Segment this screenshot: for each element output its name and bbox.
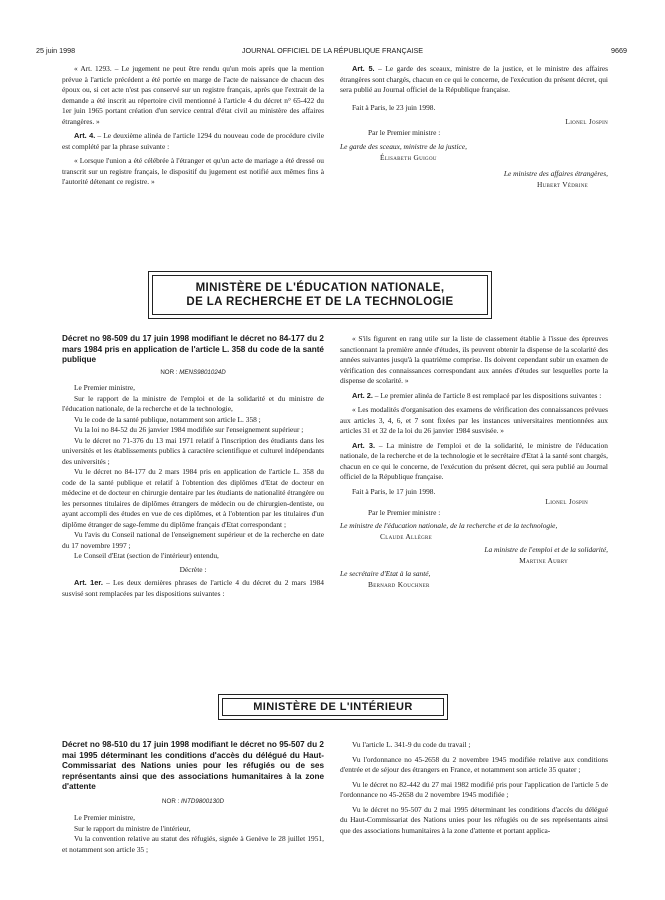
ministry-education-box (152, 275, 488, 315)
header-date: 25 juin 1998 (36, 46, 76, 55)
article-2-text: – Le premier alinéa de l'article 8 est remplacé par les dispositions suivantes : (372, 390, 602, 400)
signer-emploi: Martine Aubry (519, 555, 568, 565)
role-emploi: La ministre de l'emploi et de la solidarité, (484, 545, 608, 554)
article-5-text: – Le garde des sceaux, ministre de la justice, et le ministre des affaires étrangères sont chargés, chacun en ce qui le concerne, de l'exécution du présent décret, qui sera publié au Journal officiel de la République française. (340, 64, 608, 94)
decree-2-visa-code-travail: Vu l'article L. 341-9 du code du travail ; (352, 740, 471, 749)
visa-decret-71-376: Vu le décret no 71-376 du 13 mai 1971 relatif à l'inscription des étudiants dans les universités et les établissements publics à caractère scientifique et culturel indépendants des universités ; (62, 435, 324, 466)
article-2-paragraph (340, 391, 608, 402)
decree-2-visa-convention: Vu la convention relative au statut des réfugiés, signée à Genève le 28 juillet 1951, et notamment son article 35 ; (62, 834, 324, 854)
visa-avis-conseil: Vu l'avis du Conseil national de l'enseignement supérieur et de la recherche en date du 17 novembre 1997 ; (62, 530, 324, 550)
article-4-quote: « Lorsque l'union a été célébrée à l'étranger et qu'un acte de mariage a été dressé ou transcrit sur un registre français, le dispositif du jugement est notifié aux mêmes fins à l'autorité détenant ce registre. » (62, 156, 324, 186)
role-foreign-affairs: Le ministre des affaires étrangères, (503, 169, 608, 178)
decree-1-signer-pm: Lionel Jospin (545, 497, 588, 506)
article-5-paragraph (340, 64, 608, 96)
ministry-education-line1: MINISTÈRE DE L'ÉDUCATION NATIONALE, (195, 282, 445, 294)
decree-98-510-right (340, 740, 608, 836)
visa-decret-84-177: Vu le décret no 84-177 du 2 mars 1984 pris en application de l'article L. 358 du code de la santé publique et relatif à l'obtention des diplômes d'Etat de docteur en médecine et de docteur en chirurgie dentaire par les étudiants de nationalité étrangère ou les personnes titulaires de diplômes étrangers de médecin ou de chirurgien-dentiste, ou ayant accompli des études en vue de ces diplômes, et à l'obtention par les titulaires d'un diplôme étranger de sage-femme du diplôme français d'Etat correspondant ; (62, 467, 324, 529)
decree-98-510-left (62, 740, 324, 855)
nor-code: MENS9801024D (179, 368, 226, 376)
header-page-number: 9669 (611, 46, 627, 55)
ministry-interior-box (222, 698, 444, 716)
article-4-paragraph (62, 131, 324, 152)
top-right-column (340, 64, 608, 190)
article-4-text: – Le deuxième alinéa de l'article 1294 du nouveau code de procédure civile est complété par la phrase suivante : (62, 131, 324, 151)
article-2-quote: « Les modalités d'organisation des examens de vérification des connaissances prévues aux articles 3, 4, 6, et 7 sont fixées par les instances universitaires mentionnées aux articles 31 et 32 de la loi du 26 janvier 1984 susvisée. » (340, 405, 608, 435)
article-4-label: Art. 4. (74, 131, 96, 140)
pm-intro: Le Premier ministre, (74, 383, 135, 392)
article-2-label: Art. 2. (352, 390, 373, 400)
decree-98-510-title: Décret no 98-510 du 17 juin 1998 modifiant le décret no 95-507 du 2 mai 1995 déterminant les conditions d'accès du délégué du Haut-Commissariat des Nations unies pour les réfugiés ou de ses représentants ainsi que des associations humanitaires à la zone d'attente (62, 740, 324, 791)
decree-98-510-nor (62, 797, 324, 808)
signer-justice: Élisabeth Guigou (380, 152, 437, 162)
decree-98-509-left (62, 334, 324, 599)
decree-2-visa-ordonnance: Vu l'ordonnance no 45-2658 du 2 novembre 1945 modifiée relative aux conditions d'entrée et de séjour des étrangers en France, et notamment son article 35 quater ; (340, 754, 608, 774)
decree-1-pm-line: Par le Premier ministre : (368, 507, 441, 517)
role-sante: Le secrétaire d'Etat à la santé, (340, 569, 431, 578)
article-1-text: – Les deux dernières phrases de l'article 4 du décret du 2 mars 1984 susvisé sont remplacées par les dispositions suivantes : (62, 578, 324, 598)
ministry-interior-title: MINISTÈRE DE L'INTÉRIEUR (253, 701, 413, 713)
decree-2-visa-decret-95-507: Vu le décret no 95-507 du 2 mai 1995 déterminant les conditions d'accès du délégué du Haut-Commissariat des Nations unies pour les réfugiés ou de ses représentants ainsi que des associations humanitaires à la zone d'attente et portant applica- (340, 804, 608, 835)
visa-rapport: Sur le rapport de la ministre de l'emploi et de la solidarité et du ministre de l'éducation nationale, de la recherche et de la technologie, (62, 393, 324, 413)
role-justice: Le garde des sceaux, ministre de la justice, (340, 142, 467, 151)
article-1293-text: « Art. 1293. – Le jugement ne peut être rendu qu'un mois après que la mention prévue à l'article précédent a été portée en marge de l'acte de naissance de chacun des époux ou, si cet acte n'est pas conservé sur un registre français, après que l'extrait de la demande a été inscrit au répertoire civil mentionné à l'article 4 du décret n° 65-422 du 1er juin 1965 portant création d'un service central d'état civil au ministère des affaires étrangères. » (62, 64, 324, 126)
signer-foreign-affairs: Hubert Védrine (536, 179, 588, 189)
decree-2-pm-intro: Le Premier ministre, (74, 813, 135, 822)
article-5-label: Art. 5. (352, 64, 375, 73)
decree-98-509-right (340, 334, 608, 590)
decree-2-visa-decret-82-442: Vu le décret no 82-442 du 27 mai 1982 modifié pris pour l'application de l'article 5 de l'ordonnance no 45-2658 du 2 novembre 1945 modifiée ; (340, 779, 608, 799)
signer-sante: Bernard Kouchner (368, 579, 430, 589)
article-3-paragraph (340, 441, 608, 483)
decree-98-509-title: Décret no 98-509 du 17 juin 1998 modifiant le décret no 84-177 du 2 mars 1984 pris en application de l'article L. 358 du code de la santé publique (62, 334, 324, 364)
signer-pm: Lionel Jospin (565, 117, 608, 126)
decree-98-509-nor (62, 368, 324, 379)
header-title: JOURNAL OFFICIEL DE LA RÉPUBLIQUE FRANÇAISE (241, 46, 424, 55)
article-3-label: Art. 3. (352, 440, 376, 450)
top-left-column (62, 64, 324, 188)
nor-label: NOR : (160, 368, 180, 376)
article-1-quote: « S'ils figurent en rang utile sur la liste de classement établie à l'issue des épreuves sanctionnant la première année d'études, ils peuvent obtenir la dispense de la scolarité des années suivantes jusqu'à la quatrième comprise. Ils doivent cependant subir un examen de vérification des connaissances correspondant aux années d'études sur lesquelles porte la dispense de scolarité. » (340, 334, 608, 385)
ministry-education-line2: DE LA RECHERCHE ET DE LA TECHNOLOGIE (186, 296, 454, 308)
article-1-label: Art. 1er. (74, 578, 103, 587)
decrete: Décrète : (179, 564, 207, 574)
nor-code-2: INTD9800130D (180, 797, 224, 805)
role-education: Le ministre de l'éducation nationale, de la recherche et de la technologie, (340, 521, 558, 530)
decree-2-visa-rapport: Sur le rapport du ministre de l'intérieur, (74, 823, 191, 833)
decree-1-signature-date: Fait à Paris, le 17 juin 1998. (352, 486, 436, 496)
pm-line: Par le Premier ministre : (368, 127, 441, 137)
article-1-paragraph (62, 578, 324, 599)
nor-label-2: NOR : (162, 797, 181, 805)
signer-education: Claude Allègre (380, 531, 433, 541)
visa-conseil-etat: Le Conseil d'Etat (section de l'intérieur) entendu, (74, 551, 219, 560)
article-3-text: – La ministre de l'emploi et de la solidarité, le ministre de l'éducation nationale, de la recherche et de la technologie et le secrétaire d'Etat à la santé sont chargés, chacun en ce qui le concerne, de l'exécution du présent décret, qui sera publié au Journal officiel de la République française. (340, 440, 608, 481)
visa-code-sante: Vu le code de la santé publique, notamment son article L. 358 ; (74, 414, 261, 424)
visa-loi-84-52: Vu la loi no 84-52 du 26 janvier 1984 modifiée sur l'enseignement supérieur ; (74, 425, 304, 434)
signature-date: Fait à Paris, le 23 juin 1998. (352, 102, 436, 112)
